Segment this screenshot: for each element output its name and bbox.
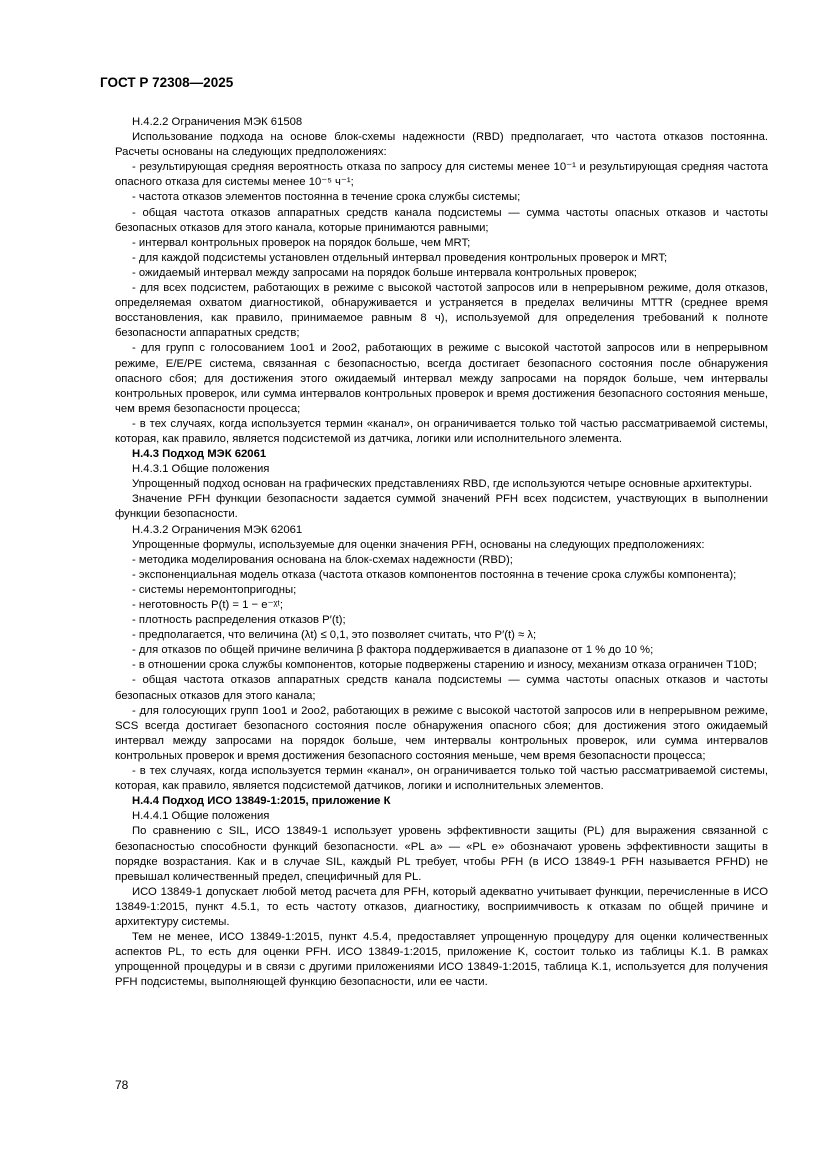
- list-item: - плотность распределения отказов P′(t);: [132, 614, 346, 627]
- list-item: - частота отказов элементов постоянна в течение срока службы системы;: [132, 191, 521, 204]
- paragraph: ИСО 13849-1 допускает любой метод расчета для PFH, который адекватно учитывает функции, перечисленные в ИСО 13849-1:2015, пункт 4.5.1, то есть частоту отказов, диагностику, восприимчивость к отказам по общей причине и архитектуру системы.: [115, 885, 768, 928]
- list-item: - методика моделирования основана на блок-схемах надежности (RBD);: [132, 553, 513, 566]
- section-heading: H.4.2.2 Ограничения МЭК 61508: [132, 116, 303, 128]
- section-heading-bold: H.4.4 Подход ИСО 13849-1:2015, приложение К: [132, 795, 391, 808]
- paragraph: Использование подхода на основе блок-схемы надежности (RBD) предполагает, что частота отказов постоянна. Расчеты основаны на следующих предположениях:: [115, 131, 768, 159]
- list-item: - ожидаемый интервал между запросами на порядок больше интервала контрольных проверок;: [132, 266, 637, 279]
- paragraph: Упрощенный подход основан на графических представлениях RBD, где используются четыре основные архитектуры.: [132, 478, 753, 491]
- list-item: - общая частота отказов аппаратных средств канала подсистемы — сумма частоты опасных отказов и частоты безопасных отказов для этого канала;: [115, 674, 768, 702]
- section-heading: H.4.3.1 Общие положения: [132, 463, 270, 476]
- list-item: - для групп с голосованием 1оо1 и 2оо2, работающих в режиме с высокой частотой запросов или в непрерывном режиме, E/E/PE система, связанная с безопасностью, всегда достигает безопасного состояния после обнаружения опасного сбоя; для достижения этого ожидаемый интервал между запросами на порядок больше, чем интервалы контрольных проверок, или сумма интервалов контрольных проверок и время достижения безопасного состояния меньше, чем время безопасности процесса;: [115, 342, 768, 415]
- paragraph: Упрощенные формулы, используемые для оценки значения PFH, основаны на следующих предположениях:: [132, 538, 705, 551]
- paragraph: По сравнению с SIL, ИСО 13849-1 использует уровень эффективности защиты (PL) для выражения связанной с безопасностью способности функций безопасности. «PL a» — «PL e» обозначают уровень эффективности защиты в порядке возрастания. Как и в случае SIL, каждый PL требует, чтобы PFH (в ИСО 13849-1 PFH называется PFHD) не превышал количественный предел, специфичный для PL.: [115, 825, 768, 883]
- list-item: - для каждой подсистемы установлен отдельный интервал проведения контрольных проверок и MRT;: [132, 251, 668, 264]
- section-heading: H.4.4.1 Общие положения: [132, 810, 270, 823]
- list-item: - для отказов по общей причине величина β фактора поддерживается в диапазоне от 1 % до 10 %;: [132, 644, 654, 657]
- list-item: - в отношении срока службы компонентов, которые подвержены старению и износу, механизм отказа ограничен T10D;: [132, 659, 757, 672]
- list-item: - общая частота отказов аппаратных средств канала подсистемы — сумма частоты опасных отказов и частоты безопасных отказов для этого канала, которые принимаются равными;: [115, 206, 768, 234]
- paragraph: Тем не менее, ИСО 13849-1:2015, пункт 4.5.4, предоставляет упрощенную процедуру для оценки количественных аспектов PL, то есть для оценки PFH. ИСО 13849-1:2015, приложение K, состоит только из таблицы K.1. В рамках упрощенной процедуры и в связи с другими приложениями ИСО 13849-1:2015, таблица K.1, используется для получения PFH подсистемы, выполняющей функцию безопасности, или ее части.: [115, 931, 768, 989]
- page-number: 78: [115, 1078, 129, 1092]
- list-item: - в тех случаях, когда используется термин «канал», он ограничивается только той частью рассматриваемой системы, которая, как правило, является подсистемой датчиков, логики и исполнительных элементов.: [115, 765, 768, 793]
- list-item: - результирующая средняя вероятность отказа по запросу для системы менее 10⁻¹ и результирующая средняя частота опасного отказа для системы менее 10⁻⁵ ч⁻¹;: [115, 161, 768, 189]
- list-item: - неготовность P(t) = 1 − e⁻ᵡᵗ;: [132, 599, 284, 611]
- list-item: - для голосующих групп 1оо1 и 2оо2, работающих в режиме с высокой частотой запросов или в непрерывном режиме, SCS всегда достигает безопасного состояния после обнаружения опасного сбоя; для достижения этого ожидаемый интервал между запросами на порядок больше, чем интервалы контрольных проверок, или сумма интервалов контрольных проверок и время достижения безопасного состояния меньше, чем время безопасности процесса;: [115, 704, 768, 762]
- paragraph: Значение PFH функции безопасности задается суммой значений PFH всех подсистем, участвующих в выполнении функции безопасности.: [115, 493, 768, 521]
- list-item: - предполагается, что величина (λt) ≤ 0,1, это позволяет считать, что P′(t) ≈ λ;: [132, 629, 537, 642]
- list-item: - для всех подсистем, работающих в режиме с высокой частотой запросов или в непрерывном режиме, доля отказов, определяемая охватом диагностикой, обнаруживается и устраняется в пределах величины MTTR (среднее время восстановления, как правило, принимаемое равным 8 ч), используемой для определения требований к полноте безопасности аппаратных средств;: [115, 282, 768, 340]
- document-body: [115, 115, 768, 990]
- section-heading-bold: H.4.3 Подход МЭК 62061: [132, 448, 267, 461]
- list-item: - системы неремонтопригодны;: [132, 583, 297, 596]
- list-item: - интервал контрольных проверок на порядок больше, чем MRT;: [132, 236, 471, 249]
- document-header: ГОСТ Р 72308—2025: [100, 75, 234, 90]
- list-item: - в тех случаях, когда используется термин «канал», он ограничивается только той частью рассматриваемой системы, которая, как правило, является подсистемой из датчика, логики или исполнительного элемента.: [115, 417, 768, 445]
- section-heading: H.4.3.2 Ограничения МЭК 62061: [132, 523, 303, 536]
- list-item: - экспоненциальная модель отказа (частота отказов компонентов постоянна в течение срока службы компонента);: [132, 568, 737, 581]
